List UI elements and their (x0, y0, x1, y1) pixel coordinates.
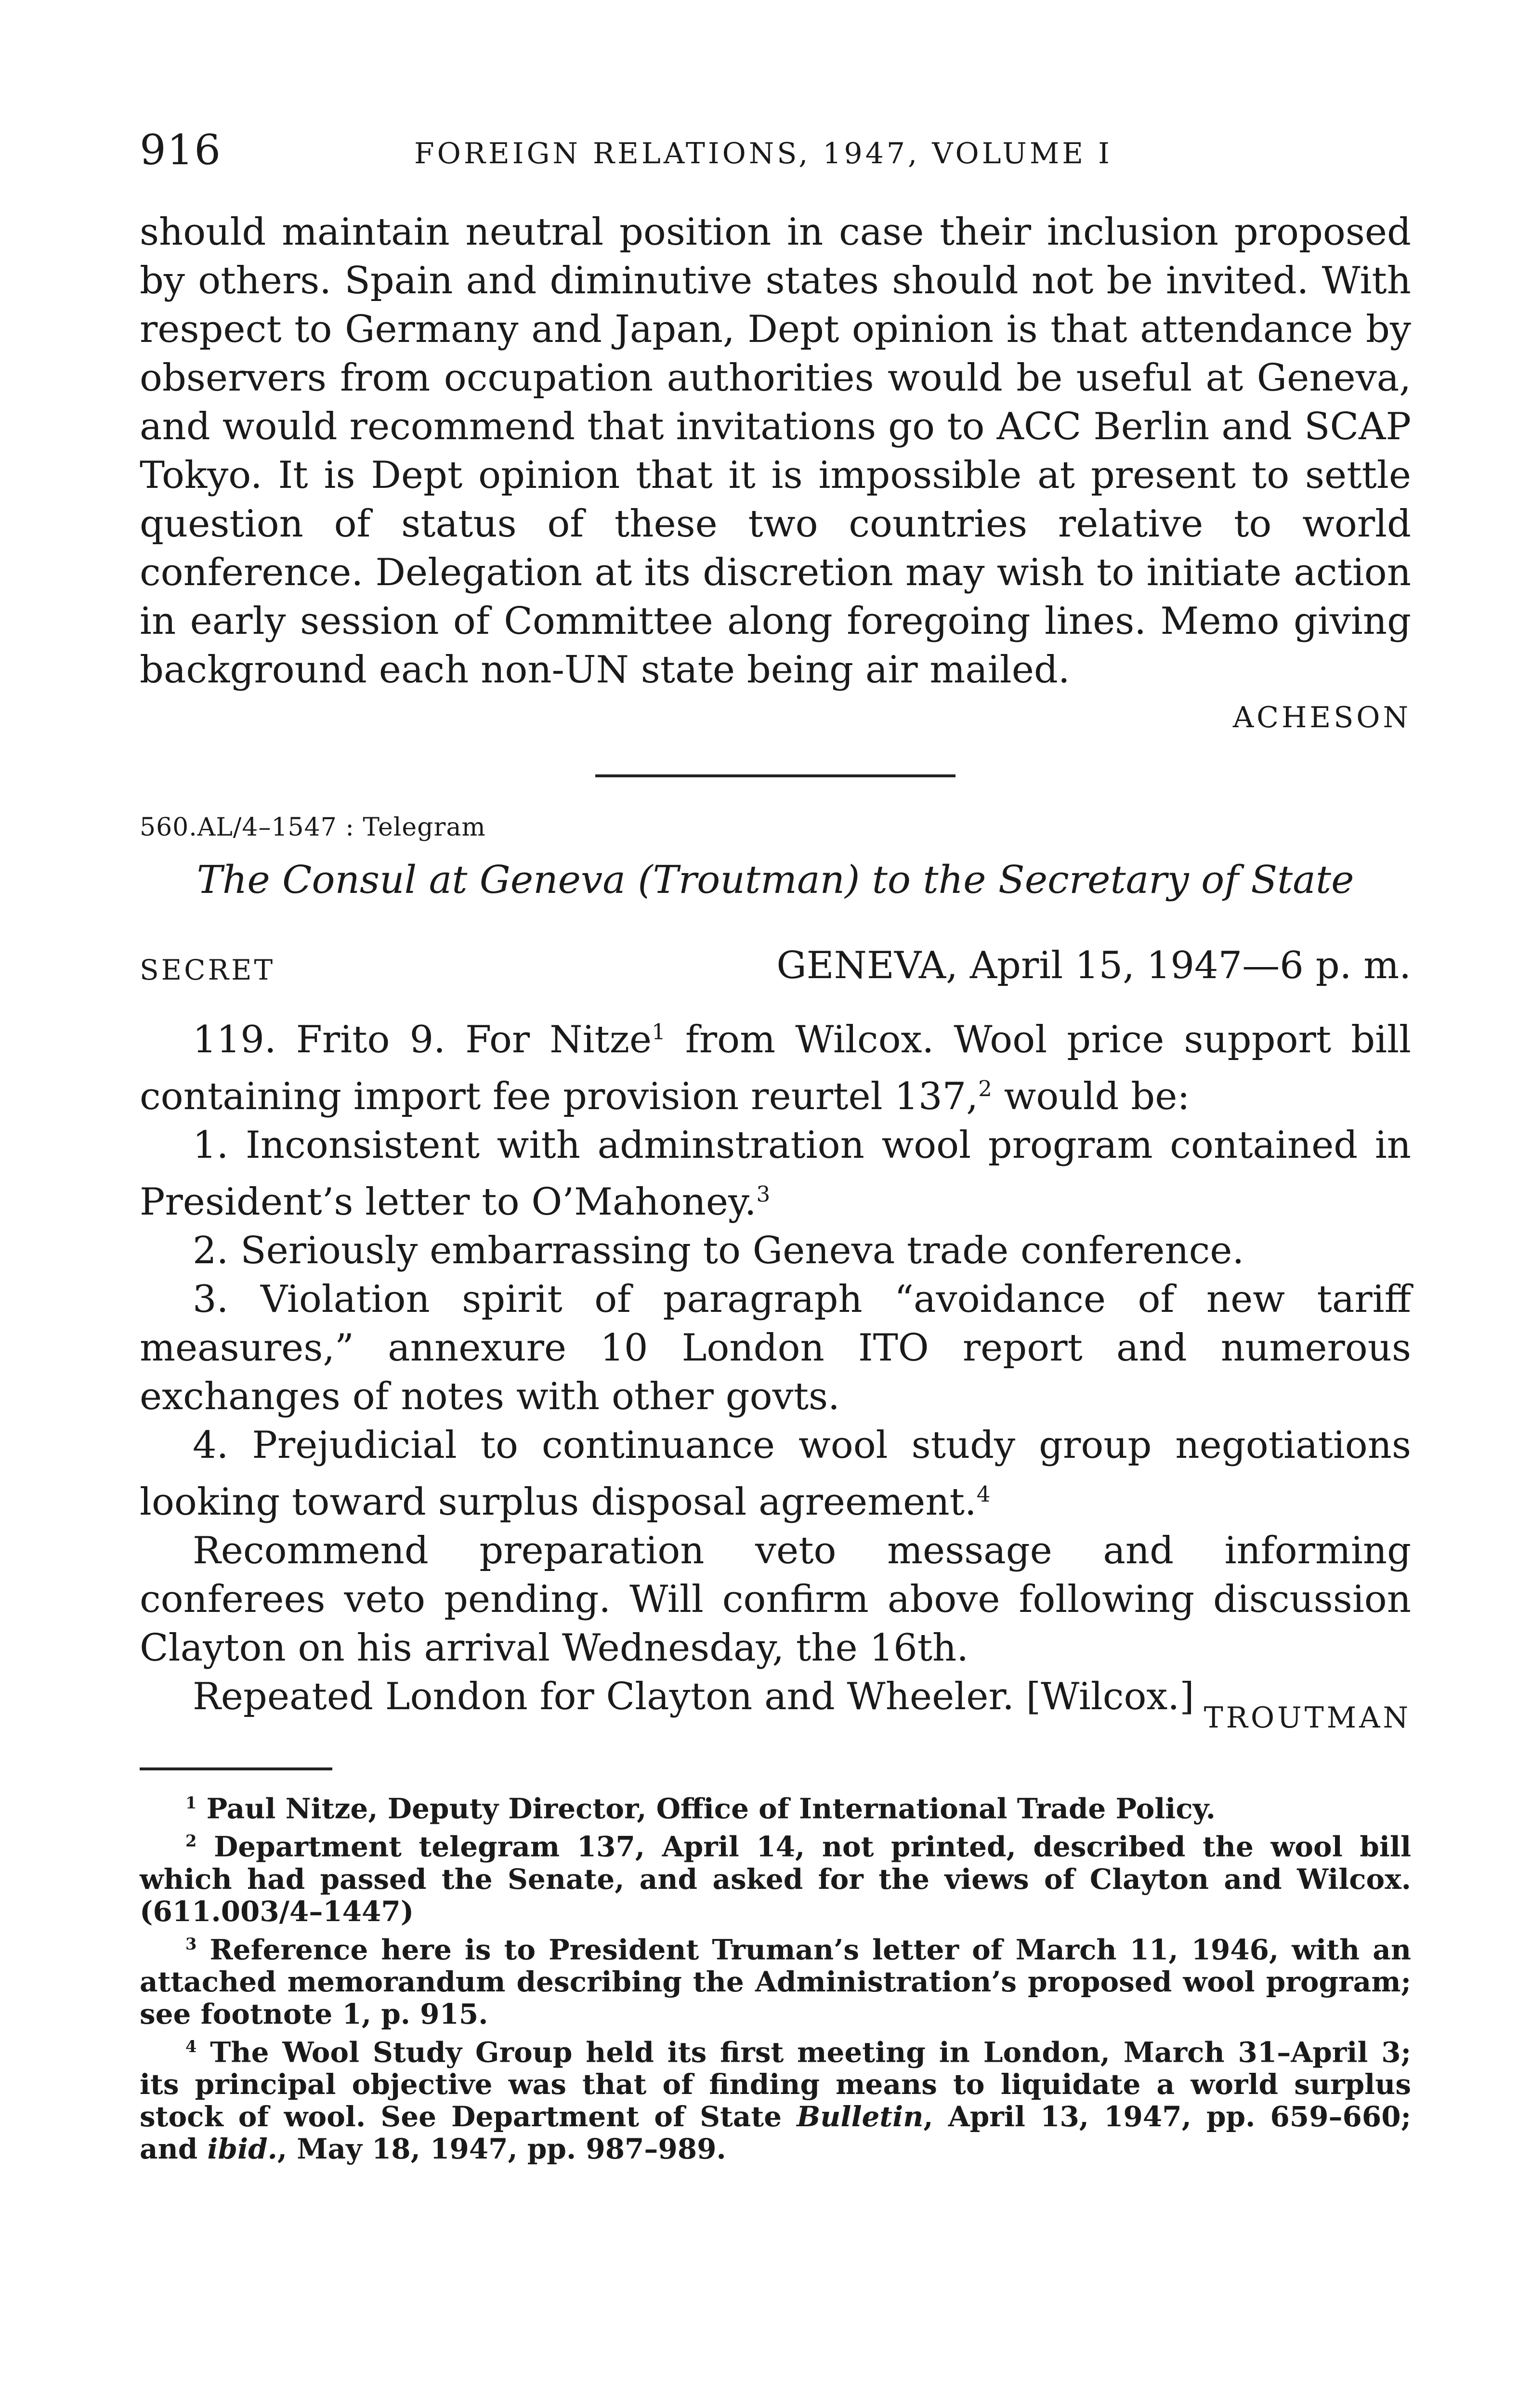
list-item-2: 2. Seriously embarrassing to Geneva trade conference. (193, 1229, 1244, 1272)
footnote-ref: 4 (976, 1481, 991, 1507)
footnote-ref: 2 (978, 1076, 992, 1101)
file-reference: 560.AL/4–1547 : Telegram (140, 813, 486, 842)
footnote-4: $^4$ The Wool Study Group held its first meeting in London, March 31–April 3; its principal objective was that of finding means to liquidate a world surplus stock of wool. See Department of State Bulletin, April 13, 1947, pp. 659–660; and ibid., May 18, 1947, pp. 987–989. (140, 2036, 1411, 2166)
signature-troutman: TROUTMAN (1204, 1701, 1411, 1735)
signature-acheson: ACHESON (1232, 701, 1411, 734)
opening-paragraph: 119. Frito 9. For Nitze$^1$ from Wilcox. Wool price support bill containing import fee provision reurtel 137,$^2$ would be: (140, 1018, 1412, 1118)
footnote-ref: 3 (756, 1181, 771, 1207)
footnotes (140, 1787, 1411, 2165)
page-header (140, 126, 1411, 179)
intro-paragraph: should maintain neutral position in case their inclusion proposed by others. Spain and diminutive states should not be invited. With respect to Germany and Japan, Dept opinion is that attendance by observers from occupation authorities would be useful at Geneva, and would recommend that invitations go to ACC Berlin and SCAP Tokyo. It is Dept opinion that it is impossible at present to settle question of status of these two countries relative to world conference. Delegation at its discretion may wish to initiate action in early session of Committee along foregoing lines. Memo giving background each non-UN state being air mailed. (140, 210, 1411, 692)
classification-label: SECRET (140, 954, 275, 986)
footnote-ref: 1 (652, 1019, 666, 1045)
section-divider (595, 774, 955, 777)
footnote-divider (140, 1767, 332, 1770)
footnote-2: $^2$ Department telegram 137, April 14, not printed, described the wool bill which had passed the Senate, and asked for the views of Clayton and Wilcox. (611.003/4–1447) (140, 1830, 1411, 1928)
recommendation-paragraph: Recommend preparation veto message and informing conferees veto pending. Will confirm above following discussion Clayton on his arrival Wednesday, the 16th. (140, 1529, 1411, 1670)
telegram-body (140, 1008, 1411, 1721)
list-item-3: 3. Violation spirit of paragraph “avoidance of new tariff measures,” annexure 10 London ITO report and numerous exchanges of notes with other govts. (140, 1278, 1411, 1418)
footnote-1: $^1$ Paul Nitze, Deputy Director, Office of International Trade Policy. (185, 1792, 1216, 1825)
list-item-4: 4. Prejudicial to continuance wool study group negotiations looking toward surplus disposal agreement.$^4$ (140, 1424, 1411, 1524)
page-number: 916 (140, 126, 222, 174)
repeated-paragraph: Repeated London for Clayton and Wheeler. [Wilcox.] (193, 1675, 1194, 1718)
dateline: GENEVA, April 15, 1947—6 p. m. (776, 944, 1411, 987)
document-title: The Consul at Geneva (Troutman) to the Secretary of State (196, 857, 1354, 902)
running-head: FOREIGN RELATIONS, 1947, VOLUME I (414, 137, 1112, 170)
list-item-1: 1. Inconsistent with adminstration wool program contained in President’s letter to O’Mahoney.$^3$ (140, 1124, 1411, 1224)
footnote-3: $^3$ Reference here is to President Truman’s letter of March 11, 1946, with an attached memorandum describing the Administration’s proposed wool program; see footnote 1, p. 915. (140, 1933, 1411, 2030)
